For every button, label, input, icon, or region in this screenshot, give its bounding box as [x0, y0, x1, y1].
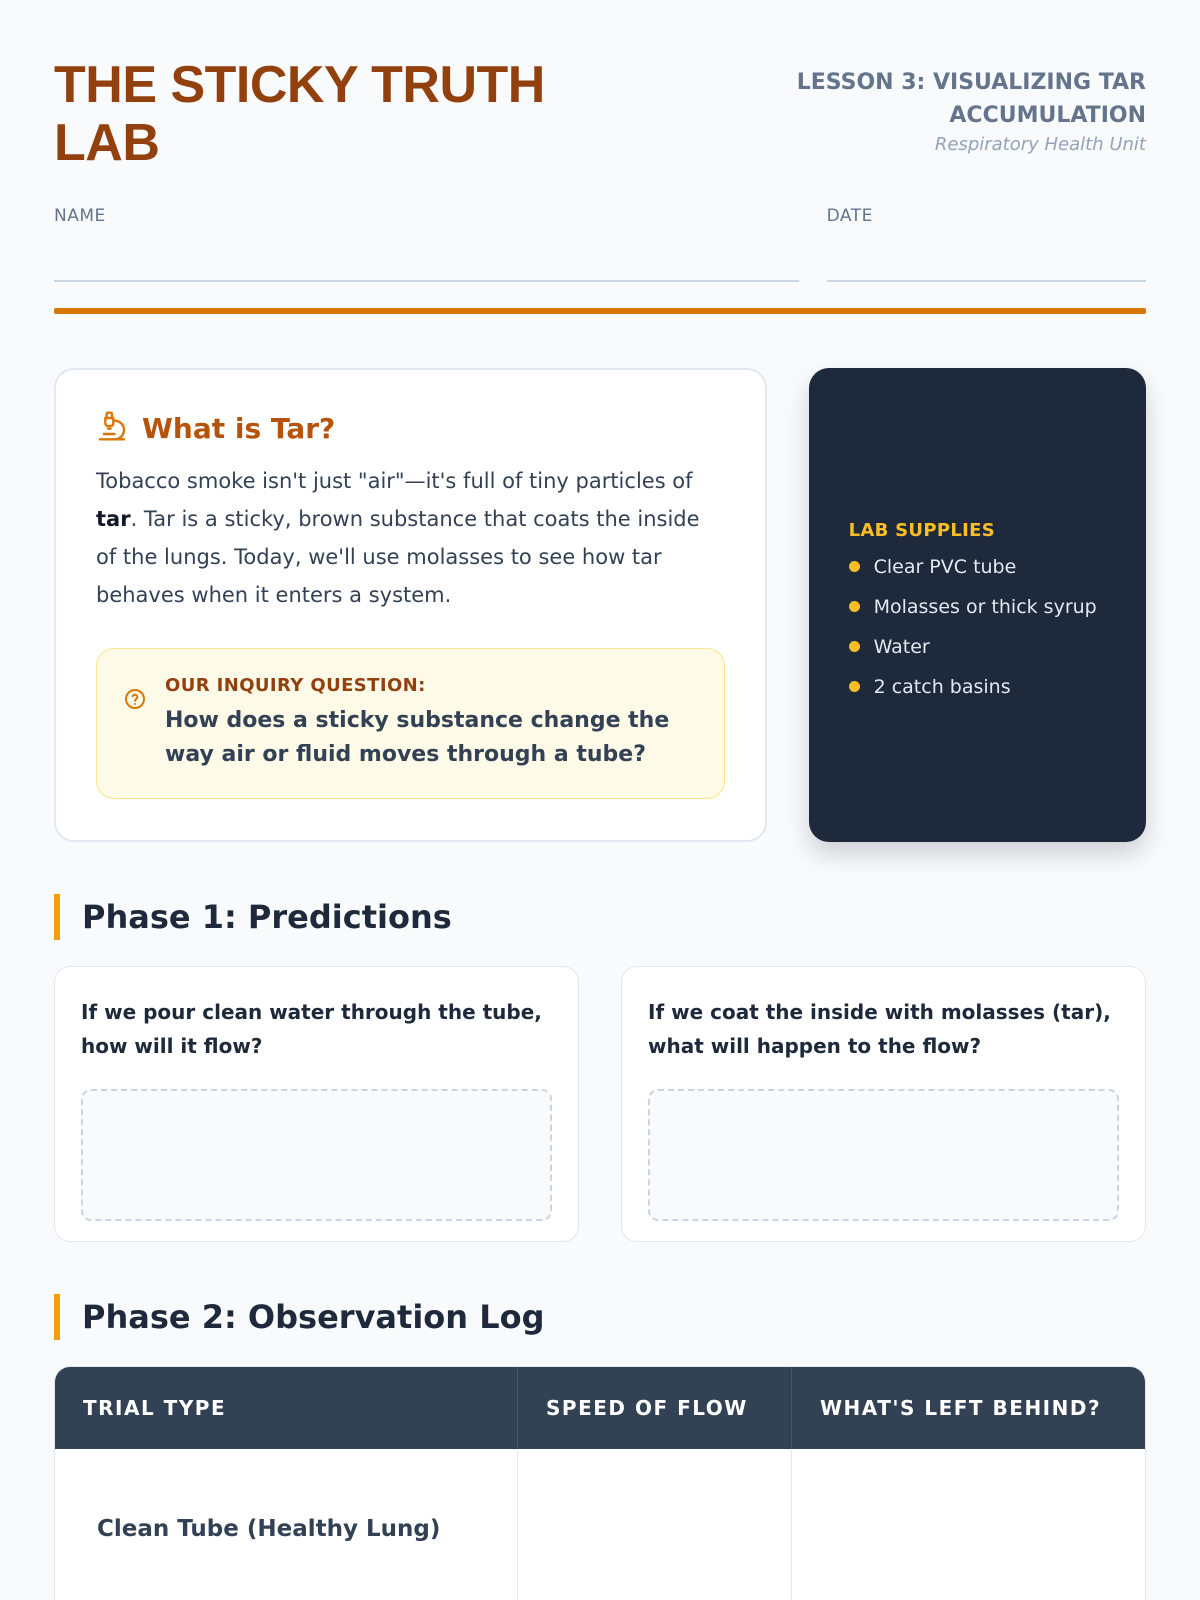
prediction-question: If we pour clean water through the tube, how will it flow?	[81, 1000, 542, 1058]
tar-description-end: . Tar is a sticky, brown substance that coats the inside of the lungs. Today, we'll use molasses to see how tar behaves when it enters a system.	[96, 507, 700, 607]
header-divider	[54, 308, 1146, 314]
unit-name: Respiratory Health Unit	[934, 134, 1146, 155]
date-label: DATE	[826, 206, 873, 226]
phase1-heading: Phase 1: Predictions	[54, 894, 1146, 940]
bullet-dot	[849, 681, 860, 692]
supplies-list	[849, 547, 1106, 707]
name-field[interactable]	[54, 206, 799, 282]
prediction-card-clean	[54, 966, 579, 1242]
lesson-title: LESSON 3: VISUALIZING TAR ACCUMULATION	[796, 70, 1146, 128]
prediction-card-tar	[621, 966, 1146, 1242]
prediction-answer-box[interactable]	[648, 1089, 1119, 1221]
tar-description	[96, 462, 725, 614]
name-label: NAME	[54, 206, 106, 226]
date-field[interactable]	[827, 206, 1146, 282]
microscope-icon	[96, 410, 128, 446]
page-title: THE STICKY TRUTH LAB	[54, 56, 545, 172]
tar-card-title: What is Tar?	[142, 411, 336, 445]
intro-row	[54, 368, 1146, 842]
question-circle-icon	[123, 675, 147, 772]
date-line[interactable]	[827, 226, 1146, 282]
supply-label: Clear PVC tube	[873, 555, 1017, 578]
prediction-question: If we coat the inside with molasses (tar), what will happen to the flow?	[648, 1000, 1111, 1058]
inquiry-question-box	[96, 648, 725, 799]
inquiry-label: OUR INQUIRY QUESTION:	[165, 675, 426, 696]
tar-description-start: Tobacco smoke isn't just "air"—it's full of tiny particles of	[96, 469, 693, 493]
supplies-title: LAB SUPPLIES	[848, 519, 995, 541]
bullet-dot	[849, 601, 860, 612]
left-behind-cell[interactable]	[791, 1449, 1145, 1600]
bullet-dot	[849, 561, 860, 572]
table-header	[55, 1367, 1145, 1449]
inquiry-text	[165, 675, 694, 772]
student-fields	[54, 206, 1146, 282]
what-is-tar-card	[54, 368, 767, 842]
column-header-trial-type: TRIAL TYPE	[83, 1396, 227, 1420]
supply-label: Molasses or thick syrup	[873, 595, 1097, 618]
worksheet-header	[54, 0, 1146, 172]
inquiry-question: How does a sticky substance change the way air or fluid moves through a tube?	[165, 708, 670, 767]
column-header-left-behind: WHAT'S LEFT BEHIND?	[791, 1367, 1145, 1449]
lesson-info	[786, 56, 1146, 172]
supply-label: Water	[873, 635, 930, 658]
observation-table	[54, 1366, 1146, 1600]
bullet-dot	[849, 641, 860, 652]
trial-type-cell: Clean Tube (Healthy Lung)	[97, 1516, 441, 1542]
lab-supplies-panel	[809, 368, 1146, 842]
table-row	[55, 1449, 1145, 1600]
supply-item	[849, 667, 1106, 707]
tar-card-header	[96, 410, 725, 446]
tar-keyword: tar	[96, 507, 131, 531]
supply-label: 2 catch basins	[873, 675, 1011, 698]
supply-item	[849, 627, 1106, 667]
supply-item	[849, 547, 1106, 587]
predictions-row	[54, 966, 1146, 1242]
prediction-answer-box[interactable]	[81, 1089, 552, 1221]
phase2-heading: Phase 2: Observation Log	[54, 1294, 1146, 1340]
column-header-speed: SPEED OF FLOW	[517, 1367, 791, 1449]
speed-cell[interactable]	[517, 1449, 791, 1600]
supply-item	[849, 587, 1106, 627]
name-line[interactable]	[54, 226, 799, 282]
